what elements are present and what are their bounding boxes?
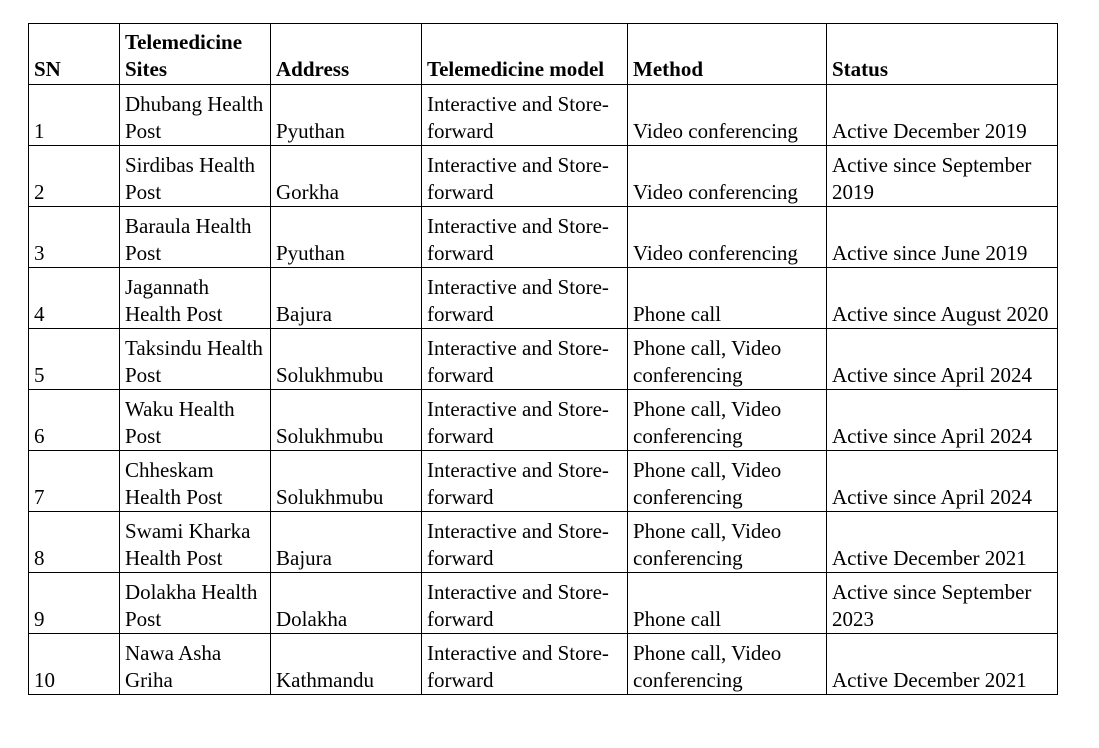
- cell-model: Interactive and Store-forward: [422, 207, 628, 268]
- cell-status: Active since August 2020: [827, 268, 1058, 329]
- cell-sn: 4: [29, 268, 120, 329]
- header-row: [29, 24, 1058, 85]
- cell-site: Nawa Asha Griha: [120, 634, 271, 695]
- cell-method: Phone call, Video conferencing: [628, 634, 827, 695]
- cell-site: Waku Health Post: [120, 390, 271, 451]
- cell-status: Active since June 2019: [827, 207, 1058, 268]
- header-model: Telemedicine model: [422, 24, 628, 85]
- header-address: Address: [271, 24, 422, 85]
- cell-method: Phone call, Video conferencing: [628, 329, 827, 390]
- table-row: [29, 390, 1058, 451]
- table-row: [29, 451, 1058, 512]
- header-status: Status: [827, 24, 1058, 85]
- table-row: [29, 329, 1058, 390]
- cell-address: Dolakha: [271, 573, 422, 634]
- cell-address: Bajura: [271, 268, 422, 329]
- header-method: Method: [628, 24, 827, 85]
- cell-site: Sirdibas Health Post: [120, 146, 271, 207]
- cell-address: Pyuthan: [271, 85, 422, 146]
- cell-status: Active since April 2024: [827, 390, 1058, 451]
- table-row: [29, 573, 1058, 634]
- cell-model: Interactive and Store-forward: [422, 451, 628, 512]
- cell-sn: 10: [29, 634, 120, 695]
- cell-method: Phone call, Video conferencing: [628, 390, 827, 451]
- cell-address: Kathmandu: [271, 634, 422, 695]
- cell-address: Gorkha: [271, 146, 422, 207]
- cell-site: Swami Kharka Health Post: [120, 512, 271, 573]
- cell-address: Solukhmubu: [271, 451, 422, 512]
- cell-status: Active December 2021: [827, 634, 1058, 695]
- cell-model: Interactive and Store-forward: [422, 512, 628, 573]
- cell-sn: 3: [29, 207, 120, 268]
- cell-address: Solukhmubu: [271, 390, 422, 451]
- cell-sn: 9: [29, 573, 120, 634]
- table-row: [29, 85, 1058, 146]
- cell-status: Active December 2021: [827, 512, 1058, 573]
- cell-sn: 7: [29, 451, 120, 512]
- cell-model: Interactive and Store-forward: [422, 634, 628, 695]
- cell-status: Active since September 2023: [827, 573, 1058, 634]
- header-sn: SN: [29, 24, 120, 85]
- cell-sn: 8: [29, 512, 120, 573]
- cell-method: Video conferencing: [628, 207, 827, 268]
- table-row: [29, 634, 1058, 695]
- table-row: [29, 207, 1058, 268]
- cell-status: Active December 2019: [827, 85, 1058, 146]
- cell-method: Phone call: [628, 573, 827, 634]
- cell-model: Interactive and Store-forward: [422, 85, 628, 146]
- header-site: Telemedicine Sites: [120, 24, 271, 85]
- cell-method: Phone call, Video conferencing: [628, 451, 827, 512]
- cell-site: Jagannath Health Post: [120, 268, 271, 329]
- cell-sn: 6: [29, 390, 120, 451]
- cell-method: Video conferencing: [628, 146, 827, 207]
- cell-sn: 1: [29, 85, 120, 146]
- table-body: [29, 85, 1058, 695]
- cell-site: Dhubang Health Post: [120, 85, 271, 146]
- cell-method: Phone call, Video conferencing: [628, 512, 827, 573]
- table-row: [29, 146, 1058, 207]
- table-header: [29, 24, 1058, 85]
- cell-status: Active since September 2019: [827, 146, 1058, 207]
- table-row: [29, 268, 1058, 329]
- table-row: [29, 512, 1058, 573]
- cell-address: Bajura: [271, 512, 422, 573]
- cell-site: Taksindu Health Post: [120, 329, 271, 390]
- cell-model: Interactive and Store-forward: [422, 390, 628, 451]
- cell-site: Baraula Health Post: [120, 207, 271, 268]
- cell-site: Chheskam Health Post: [120, 451, 271, 512]
- cell-method: Video conferencing: [628, 85, 827, 146]
- cell-address: Solukhmubu: [271, 329, 422, 390]
- cell-model: Interactive and Store-forward: [422, 268, 628, 329]
- cell-address: Pyuthan: [271, 207, 422, 268]
- cell-status: Active since April 2024: [827, 451, 1058, 512]
- cell-site: Dolakha Health Post: [120, 573, 271, 634]
- cell-status: Active since April 2024: [827, 329, 1058, 390]
- cell-model: Interactive and Store-forward: [422, 329, 628, 390]
- telemedicine-sites-table: [28, 23, 1058, 695]
- cell-model: Interactive and Store-forward: [422, 573, 628, 634]
- cell-model: Interactive and Store-forward: [422, 146, 628, 207]
- cell-sn: 2: [29, 146, 120, 207]
- cell-method: Phone call: [628, 268, 827, 329]
- cell-sn: 5: [29, 329, 120, 390]
